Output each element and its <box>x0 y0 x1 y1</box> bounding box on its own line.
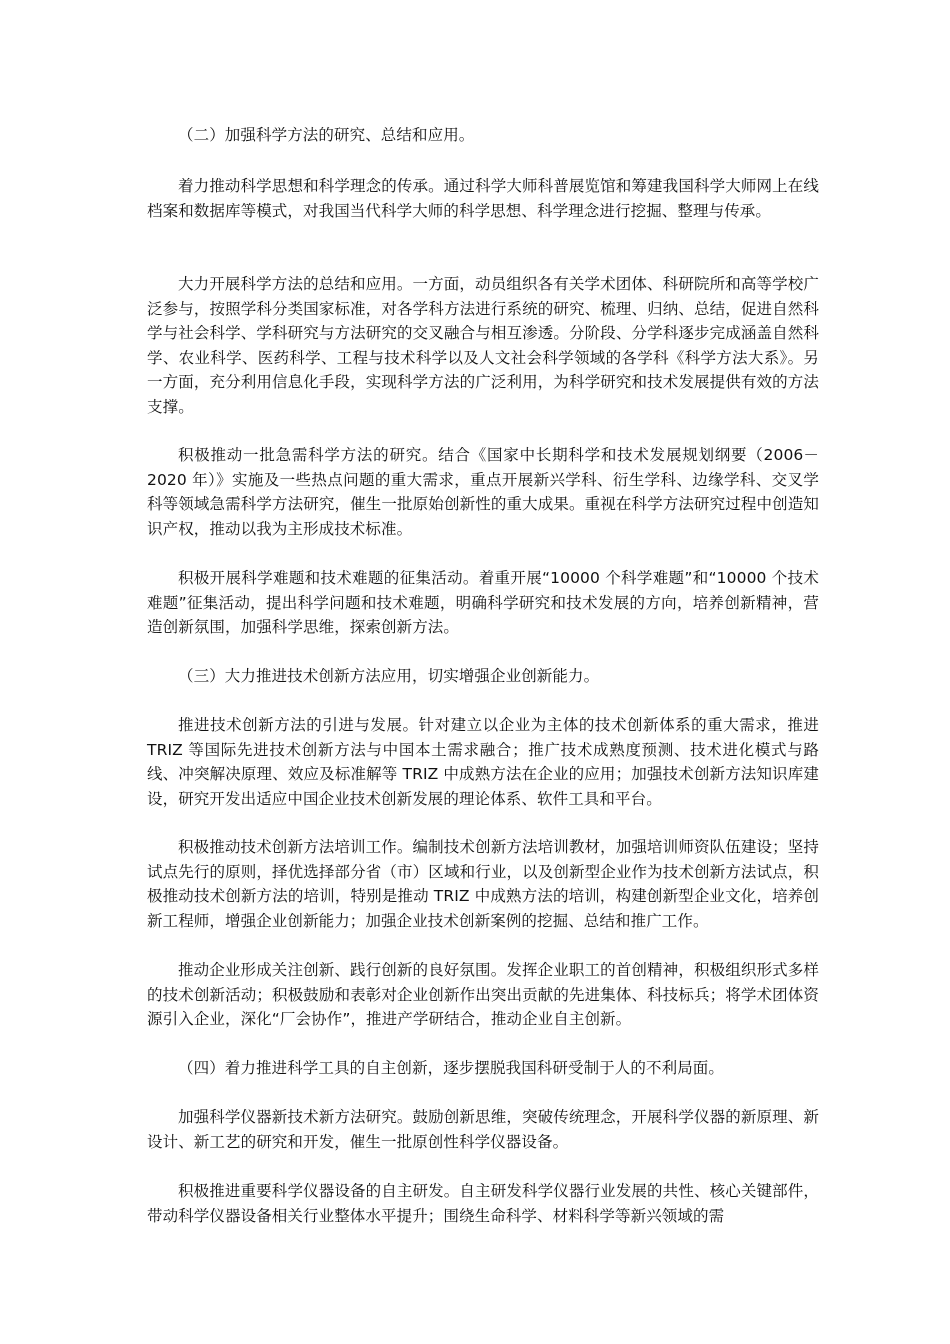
section-heading-4: （四）着力推进科学工具的自主创新，逐步摆脱我国科研受制于人的不利局面。 <box>178 1059 725 1077</box>
paragraph-problem-collection: 积极开展科学难题和技术难题的征集活动。着重开展“10000 个科学难题”和“10000 个技术难题”征集活动，提出科学问题和技术难题，明确科学研究和技术发展的方向，培养创新精神，营造创新氛围，加强科学思维，探索创新方法。 <box>147 569 819 636</box>
paragraph-urgent-methods: 积极推动一批急需科学方法的研究。结合《国家中长期科学和技术发展规划纲要（2006－2020 年）》实施及一些热点问题的重大需求，重点开展新兴学科、衍生学科、边缘学科、交叉学科等领域急需科学方法研究，催生一批原始创新性的重大成果。重视在科学方法研究过程中创造知识产权，推动以我为主形成技术标准。 <box>147 446 819 538</box>
paragraph-instrument-research: 加强科学仪器新技术新方法研究。鼓励创新思维，突破传统理念，开展科学仪器的新原理、新设计、新工艺的研究和开发，催生一批原创性科学仪器设备。 <box>147 1108 819 1151</box>
paragraph-innovation-atmosphere: 推动企业形成关注创新、践行创新的良好氛围。发挥企业职工的首创精神，积极组织形式多样的技术创新活动；积极鼓励和表彰对企业创新作出突出贡献的先进集体、科技标兵；将学术团体资源引入企业，深化“厂会协作”，推进产学研结合，推动企业自主创新。 <box>147 961 819 1028</box>
paragraph-triz-introduction: 推进技术创新方法的引进与发展。针对建立以企业为主体的技术创新体系的重大需求，推进 TRIZ 等国际先进技术创新方法与中国本土需求融合；推广技术成熟度预测、技术进化模式与路线、冲突解决原理、效应及标准解等 TRIZ 中成熟方法在企业的应用；加强技术创新方法知识库建设，研究开发出适应中国企业技术创新发展的理论体系、软件工具和平台。 <box>147 716 819 808</box>
paragraph-training-work: 积极推动技术创新方法培训工作。编制技术创新方法培训教材，加强培训师资队伍建设；坚持试点先行的原则，择优选择部分省（市）区域和行业，以及创新型企业作为技术创新方法试点，积极推动技术创新方法的培训，特别是推动 TRIZ 中成熟方法的培训，构建创新型企业文化，培养创新工程师，增强企业创新能力；加强企业技术创新案例的挖掘、总结和推广工作。 <box>147 838 819 930</box>
section-heading-3: （三）大力推进技术创新方法应用，切实增强企业创新能力。 <box>178 667 600 685</box>
section-heading-2: （二）加强科学方法的研究、总结和应用。 <box>178 126 475 144</box>
paragraph-thought-inheritance: 着力推动科学思想和科学理念的传承。通过科学大师科普展览馆和筹建我国科学大师网上在线档案和数据库等模式，对我国当代科学大师的科学思想、科学理念进行挖掘、整理与传承。 <box>147 177 819 220</box>
paragraph-method-summary: 大力开展科学方法的总结和应用。一方面，动员组织各有关学术团体、科研院所和高等学校广泛参与，按照学科分类国家标准，对各学科方法进行系统的研究、梳理、归纳、总结，促进自然科学与社会科学、学科研究与方法研究的交叉融合与相互渗透。分阶段、分学科逐步完成涵盖自然科学、农业科学、医药科学、工程与技术科学以及人文社会科学领域的各学科《科学方法大系》。另一方面，充分利用信息化手段，实现科学方法的广泛利用，为科学研究和技术发展提供有效的方法支撑。 <box>147 275 819 416</box>
paragraph-instrument-development: 积极推进重要科学仪器设备的自主研发。自主研发科学仪器行业发展的共性、核心关键部件，带动科学仪器设备相关行业整体水平提升；围绕生命科学、材料科学等新兴领域的需 <box>147 1182 819 1225</box>
